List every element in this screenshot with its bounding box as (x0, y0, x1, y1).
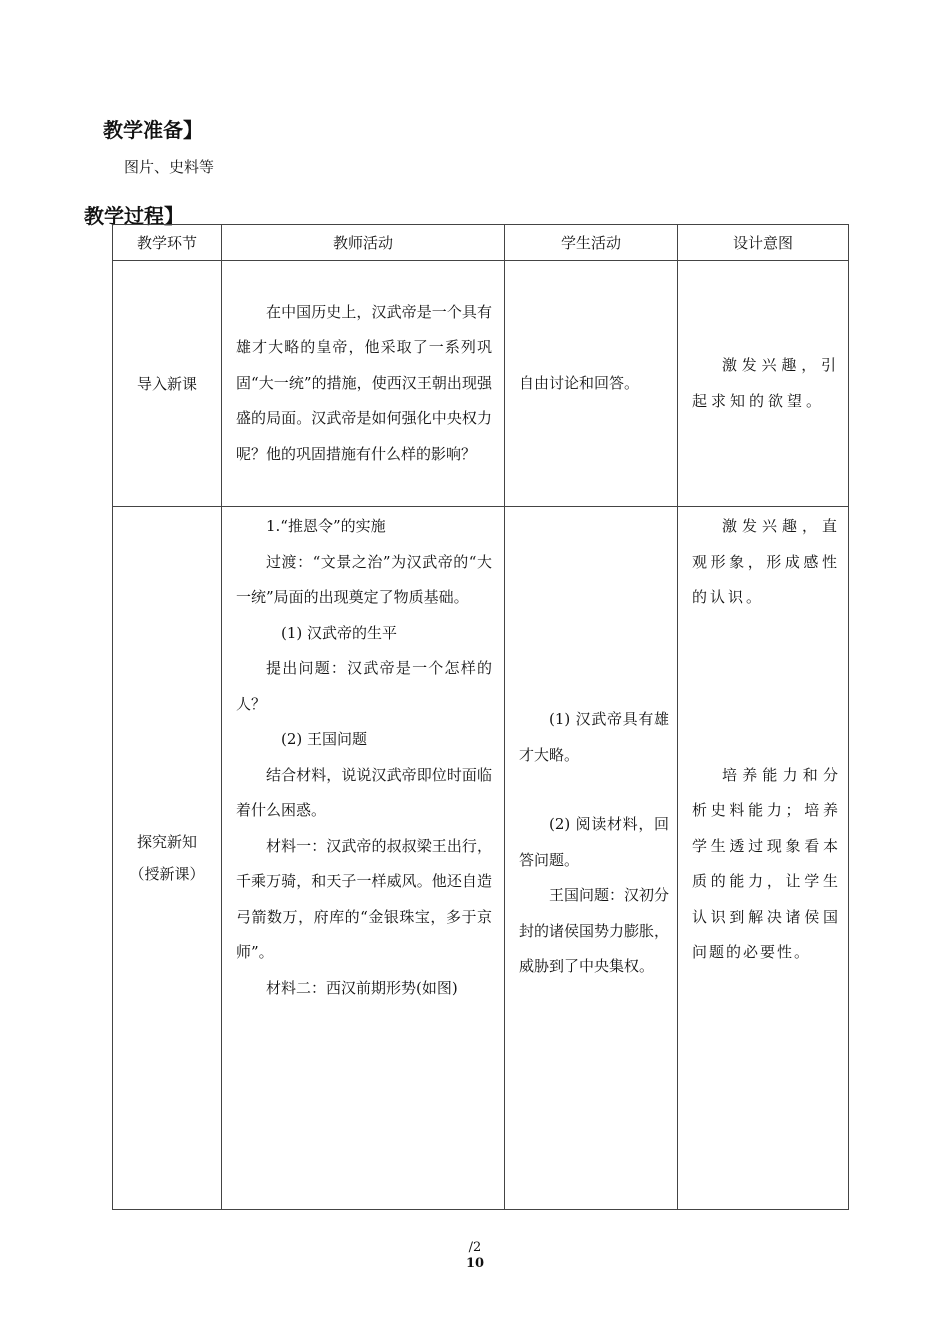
header-stage: 教学环节 (113, 225, 222, 261)
header-teacher-activity: 教师活动 (222, 225, 505, 261)
intent-line: 培养能力和分析史料能力；培养学生透过现象看本质的能力，让学生认识到解决诸侯国问题的必要性。 (692, 765, 840, 961)
teacher-text: 在中国历史上，汉武帝是一个具有雄才大略的皇帝，他采取了一系列巩固“大一统”的措施，使西汉王朝出现强盛的局面。汉武帝是如何强化中央权力呢？他的巩固措施有什么样的影响？ (236, 302, 492, 463)
teacher-line: (2) 王国问题 (281, 730, 368, 748)
section-heading-preparation: 教学准备】 (103, 118, 203, 142)
page-number (0, 1240, 950, 1272)
header-student-activity: 学生活动 (505, 225, 678, 261)
teacher-line: 1.“推恩令”的实施 (266, 517, 386, 535)
intent-cell (678, 507, 849, 1210)
lesson-process-table (112, 224, 849, 1210)
stage-cell (113, 507, 222, 1210)
teacher-line: 提出问题：汉武帝是一个怎样的人？ (236, 659, 492, 713)
stage-label: 探究新知 (136, 833, 197, 851)
stage-cell (113, 261, 222, 507)
teacher-line: 过渡：“文景之治”为汉武帝的“大一统”局面的出现奠定了物质基础。 (236, 552, 492, 606)
student-line: (2) 阅读材料，回答问题。 (519, 815, 669, 869)
student-cell (505, 507, 678, 1210)
table-row (113, 261, 849, 507)
preparation-materials: 图片、史料等 (124, 158, 215, 176)
teacher-line: 材料一：汉武帝的叔叔梁王出行，千乘万骑，和天子一样威风。他还自造弓箭数万，府库的“金银珠宝，多于京师”。 (236, 836, 492, 961)
page-index: 10 (465, 1256, 485, 1271)
teacher-line: 结合材料，说说汉武帝即位时面临着什么困惑。 (236, 765, 492, 819)
section-heading-process: 教学过程】 (84, 204, 184, 228)
student-text: 自由讨论和回答。 (519, 373, 640, 392)
table-row (113, 507, 849, 1210)
teacher-cell (222, 261, 505, 507)
intent-text: 激发兴趣，引起求知的欲望。 (692, 356, 840, 410)
student-line: (1) 汉武帝具有雄才大略。 (519, 710, 669, 764)
table-header-row (113, 225, 849, 261)
teacher-line: (1) 汉武帝的生平 (281, 623, 398, 642)
intent-cell (678, 261, 849, 507)
teacher-line: 材料二：西汉前期形势(如图) (266, 978, 458, 997)
stage-label: 导入新课 (136, 374, 197, 393)
header-design-intent: 设计意图 (678, 225, 849, 261)
teacher-cell (222, 507, 505, 1210)
page-fraction: /2 (468, 1240, 482, 1255)
intent-line: 激发兴趣，直观形象，形成感性的认识。 (692, 517, 840, 606)
stage-sublabel: （授新课） (129, 865, 205, 883)
student-line: 王国问题：汉初分封的诸侯国势力膨胀，威胁到了中央集权。 (519, 886, 670, 975)
student-cell (505, 261, 678, 507)
